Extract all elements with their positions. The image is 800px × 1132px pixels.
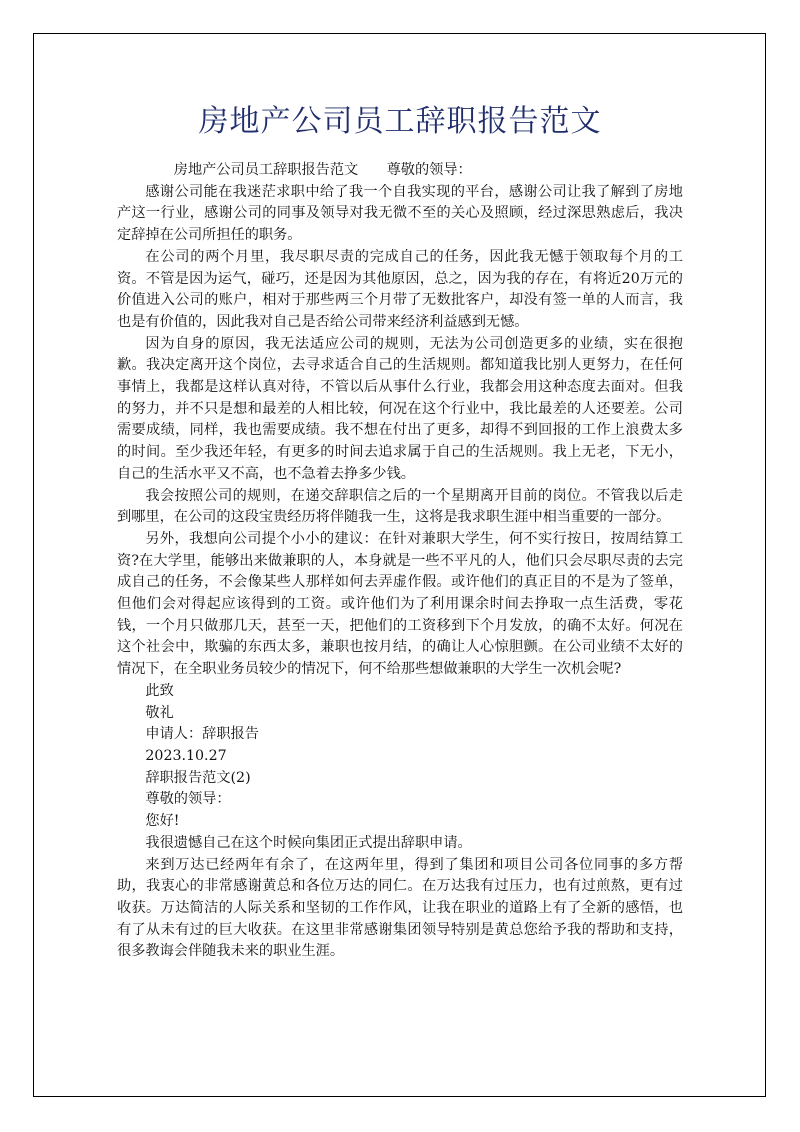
body-paragraph: 另外，我想向公司提个小小的建议：在针对兼职大学生，何不实行按日，按周结算工资?在大学里，能够出来做兼职的人，本身就是一些不平凡的人，他们只会尽职尽责的去完成自己的任务，不会像某些人那样如何去弄虚作假。或许他们的真正目的不是为了签单，但他们会对得起应该得到的工资。或许他们为了利用课余时间去挣取一点生活费，零花钱，一个月只做那几天，甚至一天，把他们的工资移到下个月发放，的确不太好。何况在这个社会中，欺骗的东西太多，兼职也按月结，的确让人心惊胆颤。在公司业绩不太好的情况下，在全职业务员较少的情况下，何不给那些想做兼职的大学生一次机会呢? <box>117 530 683 678</box>
body-paragraph: 我很遗憾自己在这个时候向集团正式提出辞职申请。 <box>145 834 472 851</box>
salutation-line: 尊敬的领导： <box>145 791 231 808</box>
closing-line: 此致 <box>145 682 174 699</box>
body-paragraph: 我会按照公司的规则，在递交辞职信之后的一个星期离开目前的岗位。不管我以后走到哪里，在公司的这段宝贵经历将伴随我一生，这将是我求职生涯中相当重要的一部分。 <box>117 487 683 526</box>
greeting-line: 您好! <box>145 813 180 830</box>
applicant-line: 申请人：辞职报告 <box>145 726 259 743</box>
section-heading: 辞职报告范文(2) <box>145 769 251 786</box>
body-paragraph: 来到万达已经两年有余了，在这两年里，得到了集团和项目公司各位同事的多方帮助，我衷心的非常感谢黄总和各位万达的同仁。在万达我有过压力，也有过煎熬，更有过收获。万达简洁的人际关系和坚韧的工作作风，让我在职业的道路上有了全新的感悟，也有了从未有过的巨大收获。在这里非常感谢集团领导特别是黄总您给予我的帮助和支持，很多教诲会伴随我未来的职业生涯。 <box>117 856 683 960</box>
closing-line: 敬礼 <box>145 704 174 721</box>
document-body <box>117 160 683 963</box>
document-title: 房地产公司员工辞职报告范文 <box>198 104 602 139</box>
body-paragraph: 房地产公司员工辞职报告范文 尊敬的领导： <box>173 162 472 178</box>
body-paragraph: 感谢公司能在我迷茫求职中给了我一个自我实现的平台，感谢公司让我了解到了房地产这一行业，感谢公司的同事及领导对我无微不至的关心及照顾，经过深思熟虑后，我决定辞掉在公司所担任的职务。 <box>117 183 683 244</box>
date-line: 2023.10.27 <box>145 747 227 764</box>
body-paragraph: 因为自身的原因，我无法适应公司的规则，无法为公司创造更多的业绩，实在很抱歉。我决定离开这个岗位，去寻求适合自己的生活规则。都知道我比别人更努力，在任何事情上，我都是这样认真对待，不管以后从事什么行业，我都会用这种态度去面对。但我的努力，并不只是想和最差的人相比较，何况在这个行业中，我比最差的人还要差。公司需要成绩，同样，我也需要成绩。我不想在付出了更多，却得不到回报的工作上浪费太多的时间。至少我还年轻，有更多的时间去追求属于自己的生活规则。我上无老，下无小，自己的生活水平又不高，也不急着去挣多少钱。 <box>117 335 683 482</box>
body-paragraph: 在公司的两个月里，我尽职尽责的完成自己的任务，因此我无憾于领取每个月的工资。不管是因为运气，碰巧，还是因为其他原因，总之，因为我的存在，有将近20万元的价值进入公司的账户，相对于那些两三个月带了无数批客户，却没有签一单的人而言，我也是有价值的，因此我对自己是否给公司带来经济利益感到无憾。 <box>117 248 683 330</box>
